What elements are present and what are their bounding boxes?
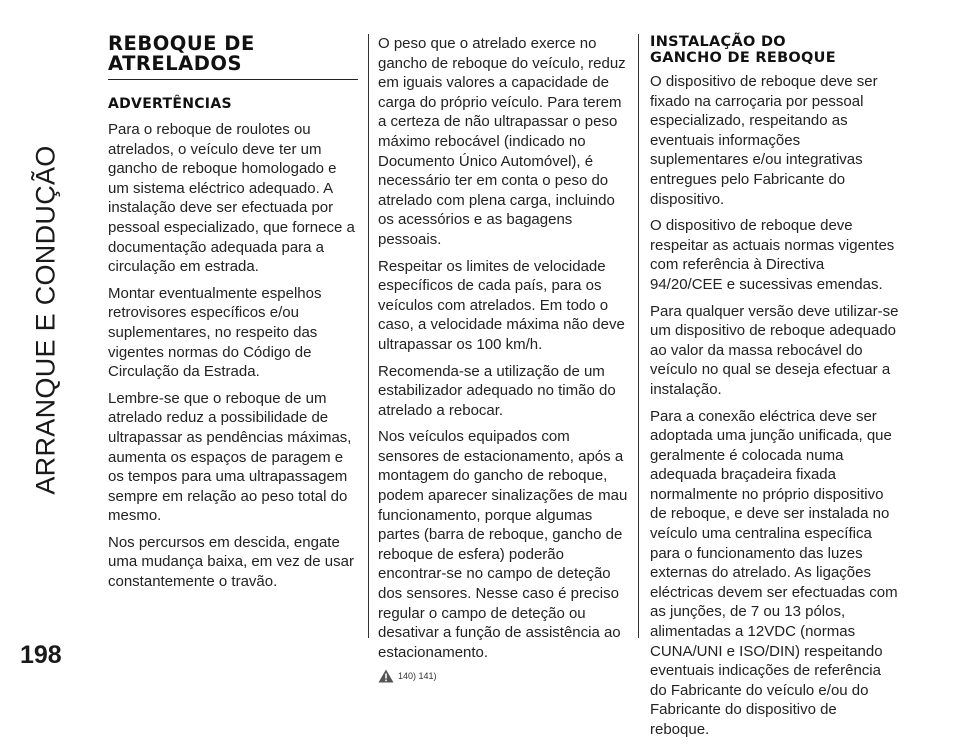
paragraph: O peso que o atrelado exerce no gancho de reboque do veículo, reduz em iguais valores a capacidade de carga do próprio veículo. Para terem a certeza de não ultrapassar o peso máximo rebocável (indicado no Documento Único Automóvel), é necessário ter em conta o peso do atrelado com plena carga, incluindo os acessórios e as bagagens pessoais. [378, 35, 626, 248]
paragraph: Para qualquer versão deve utilizar-se um dispositivo de reboque adequado ao valor da massa rebocável do veículo no qual se deseja efectuar a instalação. [650, 302, 899, 398]
warning-triangle-icon [378, 669, 394, 683]
paragraph: Para o reboque de roulotes ou atrelados, o veículo deve ter um gancho de reboque homologado e um sistema eléctrico adequado. A instalação deve ser efectuada por pessoal especializado, que fornece a documentação adequada para a circulação em estrada. [108, 121, 355, 276]
section-title-line1: REBOQUE DE [108, 32, 255, 55]
installation-title-line1: INSTALAÇÃO DO [650, 34, 786, 50]
paragraph: O dispositivo de reboque deve ser fixado na carroçaria por pessoal especializado, respeitando as eventuais informações suplementares e/ou integrativas entregues pelo Fabricante do dispositivo. [650, 73, 878, 208]
note-references: 140) 141) [398, 671, 437, 682]
installation-title-line2: GANCHO DE REBOQUE [650, 50, 836, 66]
warnings-subtitle: ADVERTÊNCIAS [108, 96, 232, 112]
section-title [108, 34, 358, 74]
section-title-line2: ATRELADOS [108, 52, 243, 75]
paragraph: O dispositivo de reboque deve respeitar as actuais normas vigentes com referência à Directiva 94/20/CEE e sucessivas emendas. [650, 217, 895, 293]
installation-title [650, 34, 900, 66]
column-divider [638, 34, 639, 638]
column-2 [378, 34, 628, 683]
paragraph: Nos percursos em descida, engate uma mudança baixa, em vez de usar constantemente o travão. [108, 533, 354, 591]
column-1 [108, 34, 358, 599]
paragraph: Montar eventualmente espelhos retrovisores específicos e/ou suplementares, no respeito das vigentes normas do Código de Circulação da Estrada. [108, 284, 322, 381]
chapter-side-title: ARRANQUE E CONDUÇÃO [30, 145, 61, 495]
paragraph: Recomenda-se a utilização de um estabilizador adequado no timão do atrelado a rebocar. [378, 362, 616, 419]
paragraph: Lembre-se que o reboque de um atrelado reduz a possibilidade de ultrapassar as pendências máximas, aumenta os espaços de paragem e os tempos para uma ultrapassagem sempre em relação ao peso total do mesmo. [108, 389, 352, 525]
paragraph: Respeitar os limites de velocidade específicos de cada país, para os veículos com atrelados. Em todo o caso, a velocidade máxima não deve ultrapassar os 100 km/h. [378, 257, 625, 353]
paragraph: Para a conexão eléctrica deve ser adoptada uma junção unificada, que geralmente é colocada numa adequada braçadeira fixada normalmente no próprio dispositivo de reboque, e deve ser instalada no veículo uma centralina específica para o funcionamento das luzes externas do atrelado. As ligações eléctricas devem ser efectuadas com as junções, de 7 ou 13 pólos, alimentadas a 12VDC (normas CUNA/UNI e ISO/DIN) respeitando eventuais indicações de referência do Fabricante do veículo e/ou do Fabricante do dispositivo de reboque. [650, 407, 898, 738]
title-underline [108, 79, 358, 80]
column-3 [650, 34, 900, 747]
page-number: 198 [20, 641, 62, 669]
warning-note [378, 669, 628, 683]
paragraph: Nos veículos equipados com sensores de estacionamento, após a montagem do gancho de reboque, podem aparecer sinalizações de mau funcionamento, porque algumas partes (barra de reboque, gancho de reboque de esfera) poderão encontrar-se no campo de deteção dos sensores. Nesse caso é preciso regular o campo de deteção ou desativar a função de assistência ao estacionamento. [378, 428, 628, 661]
column-divider [368, 34, 369, 638]
